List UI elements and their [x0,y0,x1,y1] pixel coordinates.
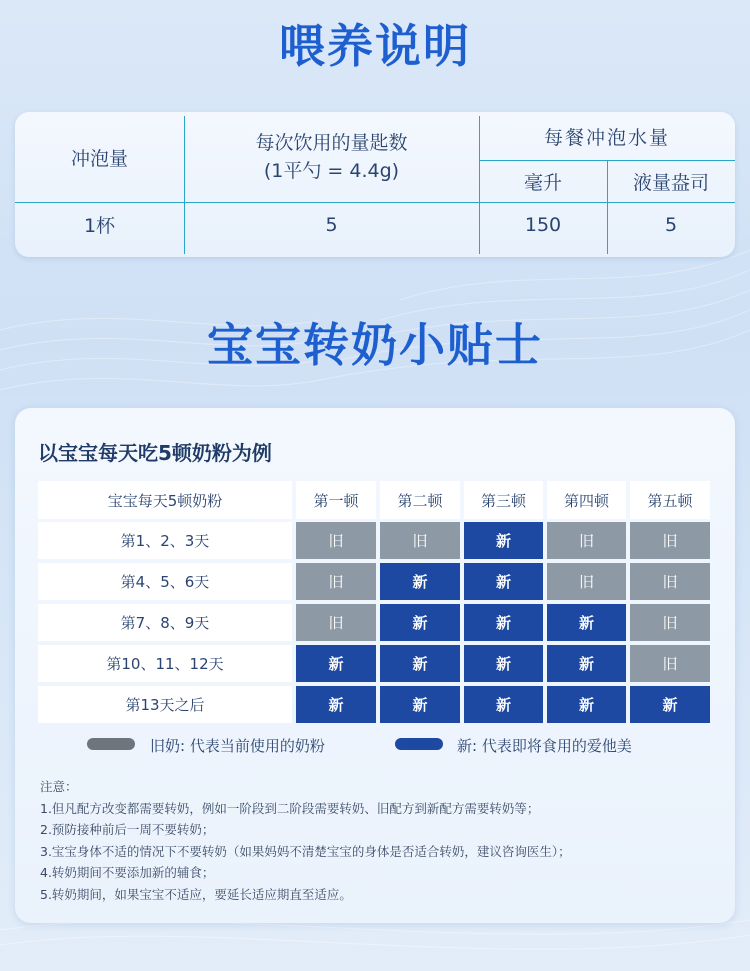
header-water: 每餐冲泡水量 [543,126,670,149]
grid-cell-new: 新 [464,686,543,723]
cell-oz: 5 [664,213,678,236]
grid-cell-old: 旧 [630,604,710,641]
header-oz: 液量盎司 [632,171,709,194]
grid-cell-new: 新 [380,686,460,723]
grid-row-label: 第1、2、3天 [38,522,292,559]
header-scoops [184,112,479,202]
grid-cell-new: 新 [464,604,543,641]
meal-header: 第五顿 [630,481,710,519]
legend-new: 新: 代表即将食用的爱他美 [457,737,632,755]
divider [184,116,185,254]
grid-cell-old: 旧 [296,522,376,559]
grid-cell-new: 新 [547,686,626,723]
note-item: 2.预防接种前后一周不要转奶； [40,822,215,837]
meal-header: 第四顿 [547,481,626,519]
note-item: 3.宝宝身体不适的情况下不要转奶（如果妈妈不清楚宝宝的身体是否适合转奶，建议咨询医生）； [40,843,571,859]
divider [15,202,735,203]
header-scoops-line2: (1平勺 = 4.4g) [263,160,400,182]
grid-cell-new: 新 [380,604,460,641]
header-ml: 毫升 [523,171,562,194]
grid-cell-new: 新 [296,645,376,682]
grid-cell-new: 新 [547,604,626,641]
tips-subtitle: 以宝宝每天吃5顿奶粉为例 [38,441,272,465]
grid-cell-old: 旧 [547,522,626,559]
feeding-table [15,112,735,257]
note-item: 4.转奶期间不要添加新的辅食； [40,865,215,880]
grid-row-label: 第10、11、12天 [38,645,292,682]
grid-corner: 宝宝每天5顿奶粉 [38,481,292,519]
note-item: 1.但凡配方改变都需要转奶，例如一阶段到二阶段需要转奶、旧配方到新配方需要转奶等； [40,800,540,816]
header-amount: 冲泡量 [70,147,128,170]
grid-cell-new: 新 [630,686,710,723]
grid-cell-old: 旧 [296,604,376,641]
header-scoops-line1: 每次饮用的量匙数 [255,132,408,154]
divider [607,160,608,254]
tips-title: 宝宝转奶小贴士 [207,318,543,372]
divider [479,160,735,161]
grid-cell-old: 旧 [547,563,626,600]
grid-row-label: 第13天之后 [38,686,292,723]
grid-row-label: 第4、5、6天 [38,563,292,600]
meal-header: 第二顿 [380,481,460,519]
note-item: 5.转奶期间，如果宝宝不适应，要延长适应期直至适应。 [40,886,352,902]
divider [479,116,480,254]
grid-row-label: 第7、8、9天 [38,604,292,641]
cell-scoops: 5 [325,213,338,236]
feeding-title: 喂养说明 [279,19,471,73]
grid-cell-new: 新 [547,645,626,682]
grid-cell-old: 旧 [630,522,710,559]
notes [40,776,720,905]
meal-header: 第一顿 [296,481,376,519]
grid-cell-new: 新 [380,563,460,600]
grid-cell-new: 新 [380,645,460,682]
grid-cell-new: 新 [464,522,543,559]
grid-cell-new: 新 [464,645,543,682]
legend-old-swatch [87,738,135,750]
legend-old: 旧奶: 代表当前使用的奶粉 [150,737,325,755]
legend-new-swatch [395,738,443,750]
meal-header: 第三顿 [464,481,543,519]
grid-cell-new: 新 [464,563,543,600]
grid-cell-new: 新 [296,686,376,723]
grid-cell-old: 旧 [380,522,460,559]
cell-amount: 1杯 [83,215,116,237]
grid-cell-old: 旧 [630,563,710,600]
grid-cell-old: 旧 [630,645,710,682]
cell-ml: 150 [524,213,562,236]
notes-title: 注意： [40,779,78,794]
grid-cell-old: 旧 [296,563,376,600]
